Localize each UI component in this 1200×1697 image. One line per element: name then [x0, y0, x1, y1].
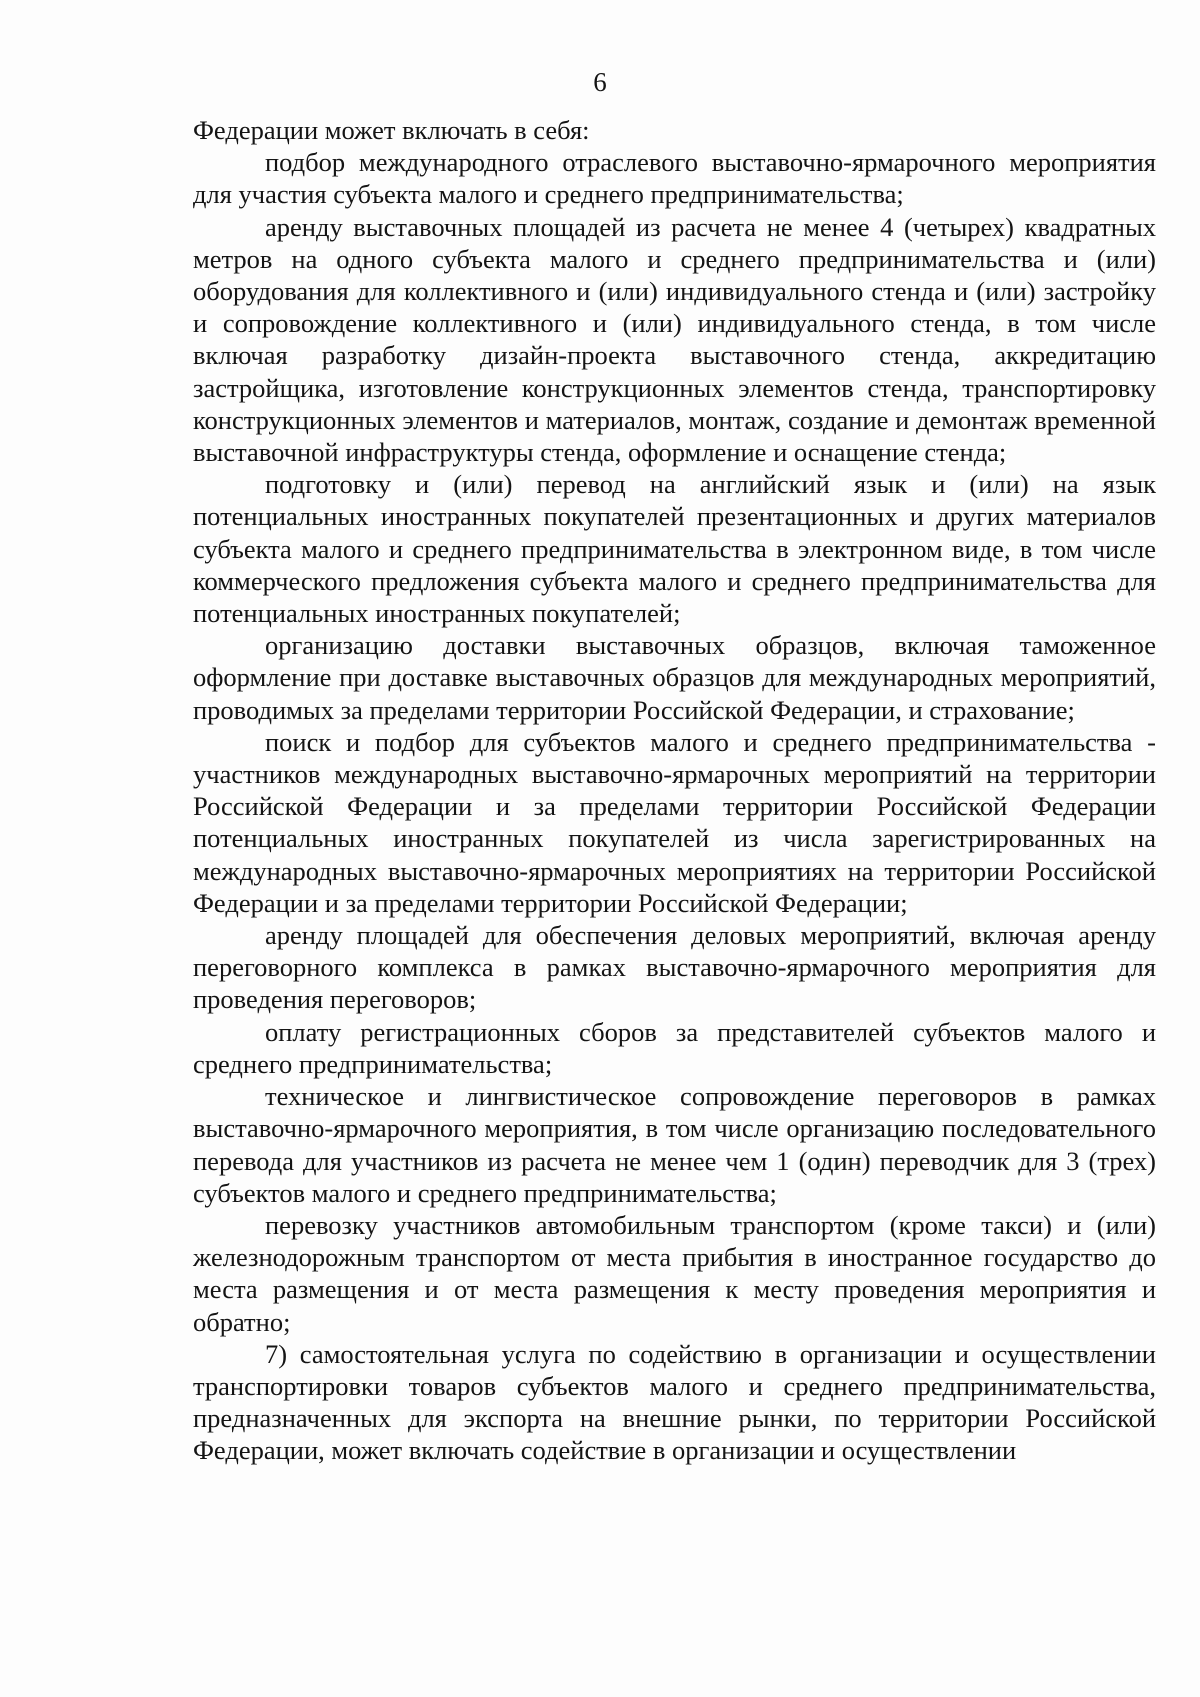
- paragraph-buyer-search: поиск и подбор для субъектов малого и среднего предпринимательства - участников международных выставочно-ярмарочных мероприятий на территории Российской Федерации и за пределами территории Российской Федерации потенциальных иностранных покупателей из числа зарегистрированных на международных выставочно-ярмарочных мероприятиях на территории Российской Федерации и за пределами территории Российской Федерации;: [193, 726, 1156, 918]
- document-body: [193, 114, 1156, 1467]
- paragraph-translation-materials: подготовку и (или) перевод на английский язык и (или) на язык потенциальных иностранных покупателей презентационных и других материалов субъекта малого и среднего предпринимательства в электронном виде, в том числе коммерческого предложения субъекта малого и среднего предпринимательства для потенциальных иностранных покупателей;: [193, 469, 1156, 629]
- paragraph-sample-delivery: организацию доставки выставочных образцов, включая таможенное оформление при доставке выставочных образцов для международных мероприятий, проводимых за пределами территории Российской Федерации, и страхование;: [193, 630, 1156, 725]
- paragraph-participant-transport: перевозку участников автомобильным транспортом (кроме такси) и (или) железнодорожным транспортом от места прибытия в иностранное государство до места размещения и от места размещения к месту проведения мероприятия и обратно;: [193, 1209, 1156, 1337]
- paragraph-linguistic-support: техническое и лингвистическое сопровождение переговоров в рамках выставочно-ярмарочного мероприятия, в том числе организацию последовательного перевода для участников из расчета не менее чем 1 (один) переводчик для 3 (трех) субъектов малого и среднего предпринимательства;: [193, 1081, 1156, 1208]
- paragraph-continuation: Федерации может включать в себя:: [193, 115, 590, 145]
- paragraph-event-selection: подбор международного отраслевого выставочно-ярмарочного мероприятия для участия субъекта малого и среднего предпринимательства;: [193, 147, 1156, 210]
- paragraph-business-space-rental: аренду площадей для обеспечения деловых мероприятий, включая аренду переговорного комплекса в рамках выставочно-ярмарочного мероприятия для проведения переговоров;: [193, 920, 1156, 1015]
- paragraph-item-7: 7) самостоятельная услуга по содействию в организации и осуществлении транспортировки товаров субъектов малого и среднего предпринимательства, предназначенных для экспорта на внешние рынки, по территории Российской Федерации, может включать содействие в организации и осуществлении: [193, 1338, 1156, 1466]
- paragraph-registration-fees: оплату регистрационных сборов за представителей субъектов малого и среднего предпринимательства;: [193, 1016, 1156, 1079]
- page-number: 6: [593, 67, 607, 97]
- paragraph-exhibition-space-rental: аренду выставочных площадей из расчета не менее 4 (четырех) квадратных метров на одного субъекта малого и среднего предпринимательства и (или) оборудования для коллективного и (или) индивидуального стенда и (или) застройку и сопровождение коллективного и (или) индивидуального стенда, в том числе включая разработку дизайн-проекта выставочного стенда, аккредитацию застройщика, изготовление конструкционных элементов стенда, транспортировку конструкционных элементов и материалов, монтаж, создание и демонтаж временной выставочной инфраструктуры стенда, оформление и оснащение стенда;: [193, 211, 1156, 468]
